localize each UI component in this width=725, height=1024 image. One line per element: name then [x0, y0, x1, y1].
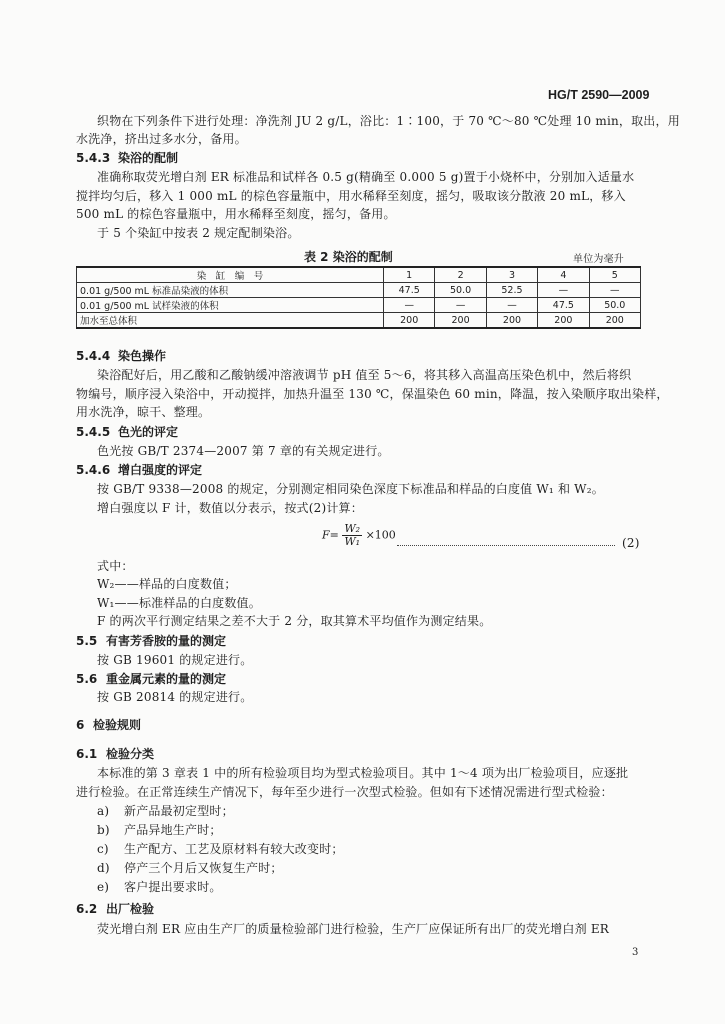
section-title: 有害芳香胺的量的测定 [106, 634, 227, 648]
table-cell: 0.01 g/500 mL 标准品染液的体积 [77, 283, 384, 298]
section-number: 6.1 [76, 747, 98, 761]
table-cell: 200 [589, 313, 640, 329]
section-title: 检验分类 [106, 747, 155, 761]
paragraph-line: 物编号，顺序浸入染浴中，开动搅拌，加热升温至 130 ℃，保温染色 60 min，降温，按入染顺序取出染样， [76, 387, 669, 401]
table-cell: 0.01 g/500 mL 试样染液的体积 [77, 298, 384, 313]
table-header-cell: 染 缸 编 号 [77, 267, 384, 283]
paragraph-line: 荧光增白剂 ER 应由生产厂的质量检验部门进行检验，生产厂应保证所有出厂的荧光增白剂 ER [97, 922, 610, 936]
definition-line: W₂——样品的白度数值； [97, 577, 237, 591]
section-title: 色光的评定 [118, 425, 179, 439]
table-cell: 47.5 [538, 298, 589, 313]
dye-bath-table [76, 266, 641, 329]
table-cell: 加水至总体积 [77, 313, 384, 329]
table-cell: 50.0 [435, 283, 486, 298]
formula [322, 523, 396, 548]
paragraph-line: 本标准的第 3 章表 1 中的所有检验项目均为型式检验项目。其中 1～4 项为出厂检验项目，应逐批 [97, 766, 629, 780]
list-marker: c) [97, 842, 109, 856]
section-number: 5.4.3 [76, 151, 111, 165]
section-number: 6.2 [76, 902, 98, 916]
paragraph-line: 搅拌均匀后，移入 1 000 mL 的棕色容量瓶中，用水稀释至刻度，摇匀，吸取该分散液 20 mL，移入 [76, 189, 626, 203]
chapter-title: 检验规则 [93, 718, 142, 732]
section-number: 5.5 [76, 634, 98, 648]
paragraph-line: 进行检验。在正常连续生产情况下，每年至少进行一次型式检验。但如有下述情况需进行型式检验： [76, 785, 613, 799]
table-caption: 表 2 染浴的配制 [304, 250, 393, 264]
section-number: 5.4.5 [76, 425, 111, 439]
paragraph-line: 按 GB 19601 的规定进行。 [97, 653, 253, 667]
section-title: 重金属元素的量的测定 [106, 672, 227, 686]
table-cell: — [486, 298, 537, 313]
section-number: 5.6 [76, 672, 98, 686]
section-title: 增白强度的评定 [118, 463, 203, 477]
paragraph-line: 染浴配好后，用乙酸和乙酸钠缓冲溶液调节 pH 值至 5～6，将其移入高温高压染色机中，然后将织 [97, 368, 632, 382]
table-cell: 200 [384, 313, 435, 329]
list-item: 生产配方、工艺及原材料有较大改变时； [124, 842, 344, 856]
table-row [77, 298, 641, 313]
table-cell: 200 [486, 313, 537, 329]
table-cell: — [435, 298, 486, 313]
paragraph-line: 于 5 个染缸中按表 2 规定配制染浴。 [97, 226, 300, 240]
paragraph-line: 色光按 GB/T 2374—2007 第 7 章的有关规定进行。 [97, 444, 390, 458]
paragraph-line: F 的两次平行测定结果之差不大于 2 分，取其算术平均值作为测定结果。 [97, 614, 492, 628]
table-cell: 47.5 [384, 283, 435, 298]
list-marker: a) [97, 804, 110, 818]
formula-numerator: W₂ [344, 522, 361, 535]
page-number: 3 [632, 947, 639, 958]
paragraph-line: 织物在下列条件下进行处理：净洗剂 JU 2 g/L，浴比：1∶100，于 70 ℃～80 ℃处理 10 min，取出，用 [97, 114, 680, 128]
formula-rhs: ×100 [365, 528, 396, 542]
table-cell: — [538, 283, 589, 298]
paragraph-line: 准确称取荧光增白剂 ER 标准品和试样各 0.5 g(精确至 0.000 5 g)置于小烧杯中，分别加入适量水 [97, 170, 635, 184]
paragraph-line: 式中： [97, 559, 134, 573]
chapter-number: 6 [76, 718, 85, 732]
section-title: 染浴的配制 [118, 151, 179, 165]
table-cell: — [384, 298, 435, 313]
formula-number: (2) [622, 536, 640, 550]
paragraph-line: 水洗净，挤出过多水分，备用。 [76, 132, 247, 146]
table-header-cell: 4 [538, 267, 589, 283]
table-header-cell: 3 [486, 267, 537, 283]
paragraph-line: 用水洗净，晾干、整理。 [76, 405, 211, 419]
list-item: 产品异地生产时； [124, 823, 222, 837]
table-row [77, 313, 641, 329]
list-marker: e) [97, 880, 110, 894]
list-marker: b) [97, 823, 110, 837]
section-number: 5.4.4 [76, 349, 111, 363]
list-marker: d) [97, 861, 110, 875]
list-item: 客户提出要求时。 [124, 880, 222, 894]
table-cell: 52.5 [486, 283, 537, 298]
table-row [77, 283, 641, 298]
paragraph-line: 500 mL 的棕色容量瓶中，用水稀释至刻度，摇匀，备用。 [76, 207, 396, 221]
paragraph-line: 增白强度以 F 计，数值以分表示，按式(2)计算： [97, 501, 363, 515]
table-unit: 单位为毫升 [573, 254, 624, 265]
paragraph-line: 按 GB 20814 的规定进行。 [97, 690, 253, 704]
table-header-cell: 2 [435, 267, 486, 283]
formula-leader-dots [397, 539, 615, 546]
formula-denominator: W₁ [344, 535, 361, 548]
table-cell: 200 [538, 313, 589, 329]
table-header-cell: 1 [384, 267, 435, 283]
paragraph-line: 按 GB/T 9338—2008 的规定，分别测定相同染色深度下标准品和样品的白度值 W₁ 和 W₂。 [97, 482, 604, 496]
section-number: 5.4.6 [76, 463, 111, 477]
section-title: 染色操作 [118, 349, 167, 363]
table-header-row [77, 267, 641, 283]
list-item: 新产品最初定型时； [124, 804, 234, 818]
formula-lhs: F= [322, 528, 339, 542]
table-cell: — [589, 283, 640, 298]
table-cell: 200 [435, 313, 486, 329]
document-number: HG/T 2590—2009 [548, 88, 650, 102]
table-cell: 50.0 [589, 298, 640, 313]
list-item: 停产三个月后又恢复生产时； [124, 861, 283, 875]
table-header-cell: 5 [589, 267, 640, 283]
definition-line: W₁——标准样品的白度数值。 [97, 596, 261, 610]
formula-fraction [342, 523, 362, 548]
section-title: 出厂检验 [106, 902, 155, 916]
